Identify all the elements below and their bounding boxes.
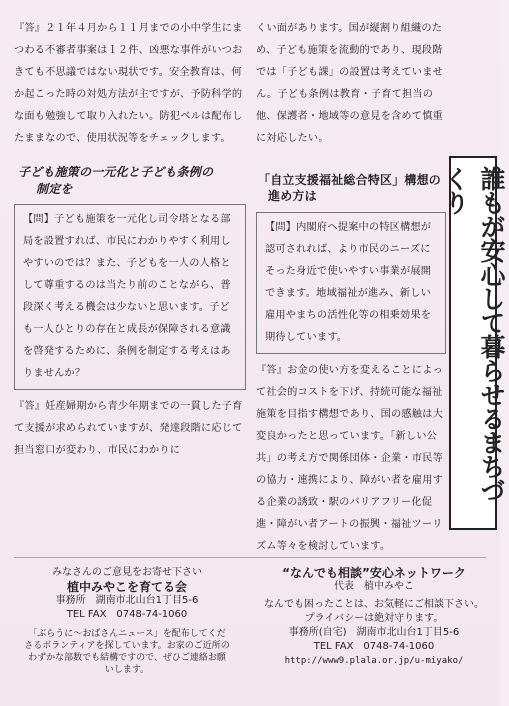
footer-office: 事務所(自宅) 湖南市北山台1丁目5-6 — [288, 627, 460, 638]
answer-1-lead: 『答』 — [14, 23, 46, 34]
footer-tel: TEL FAX 0748-74-1060 — [313, 641, 435, 652]
question-2-box — [14, 204, 246, 390]
footer-invite: みなさんのご意見をお寄せ下さい — [52, 567, 202, 578]
question-3-text: 【問】内閣府へ提案中の特区構想が認可されれば、より市民のニーズにそった身近で使いやすい事業が展開できます。地域福祉が進み、新しい雇用やまちの活性化等の相乗効果を期待しています。 — [265, 222, 432, 343]
footer-org-name: 植中みやこを育てる会 — [66, 580, 187, 594]
section-heading-children-policy — [18, 164, 246, 198]
section-heading-line2: 制定を — [36, 182, 73, 196]
footer-website-url[interactable]: http://www9.plala.or.jp/u-miyako/ — [284, 656, 464, 666]
vertical-slogan: 誰もが安心して暮らせるまちづくり — [441, 166, 506, 502]
footer-tel: TEL FAX 0748-74-1060 — [66, 609, 188, 620]
footer-representative: 代表 植中みやこ — [334, 581, 414, 592]
footer-consult-line: なんでも困ったことは、お気軽にご相談下さい。 — [264, 599, 484, 610]
footer-divider — [14, 557, 486, 558]
slogan-box — [441, 156, 506, 530]
footer-contact-support — [24, 566, 230, 676]
footer-network-title: “なんでも相談”安心ネットワーク — [282, 566, 466, 580]
right-column — [256, 18, 446, 558]
question-3-box — [256, 212, 446, 354]
footer-privacy-line: プライバシーは絶対守ります。 — [304, 613, 444, 624]
section-heading-special-zone — [258, 172, 446, 204]
answer-2-text: 『答』妊産婦期から青少年期までの一貫した子育て支援が求められていますが、発達段階に応じて担当窓口が変わり、市民にわかりに — [14, 401, 243, 456]
footer-contact-network — [256, 566, 492, 668]
answer-1 — [14, 18, 246, 150]
answer-3-text: 『答』お金の使い方を変えることによって社会的コストを下げ、持続可能な福祉施策を目指す構想であり、国の感触は大変良かったと思っています。「新しい公共」の考え方で関係団体・企業・市民等の協力・連携により、障がい者を雇用する企業の誘致・駅のバリアフリー化促進・障がい者アートの振興・福祉ツーリズム等々を検討しています。 — [256, 365, 443, 552]
left-column — [14, 18, 246, 462]
footer-office: 事務所 湖南市北山台1丁目5-6 — [55, 595, 199, 606]
answer-1-text: ２１年４月から１１月までの小中学生にまつわる不審者事案は１２件、凶悪な事件がいつおきても不思議ではない現状です。安全教育は、何か起こった時の対処方法が主ですが、予防科学的な面も勉強して取り入れたい。防犯ベルは配布したままなので、使用状況等をチェックします。 — [14, 23, 243, 144]
section-heading-line2: 進め方は — [268, 189, 317, 203]
question-2-text: 【問】子ども施策を一元化し司令塔となる部局を設置すれば、市民にわかりやすく利用しやすいのでは？また、子どもを一人の人格として尊重するのは当たり前のことながら、普段深く考える機会は少ないと思います。子ども一人ひとりの存在と成長が保障される意識を啓発するために、条例を制定する考えはありませんか？ — [23, 214, 231, 379]
section-heading-line1: 子ども施策の一元化と子ども条例の — [18, 165, 214, 179]
answer-2-continuation: くい面があります。国が縦割り組織のため、子ども施策を流動的であり、現段階では「子ども課」の設置は考えていません。子ども条例は教育・子育て担当の他、保護者・地域等の意見を含めて慎重に対応したい。 — [256, 23, 443, 144]
section-heading-line1: 「自立支援福祉総合特区」構想の — [258, 173, 442, 187]
footer-volunteer-note: 「ぶらうに～おばさんニュース」を配布してくださるボランティアを探しています。お家のご近所のわずかな部数でも結構ですので、ぜひご連絡お願いします。 — [24, 629, 230, 675]
